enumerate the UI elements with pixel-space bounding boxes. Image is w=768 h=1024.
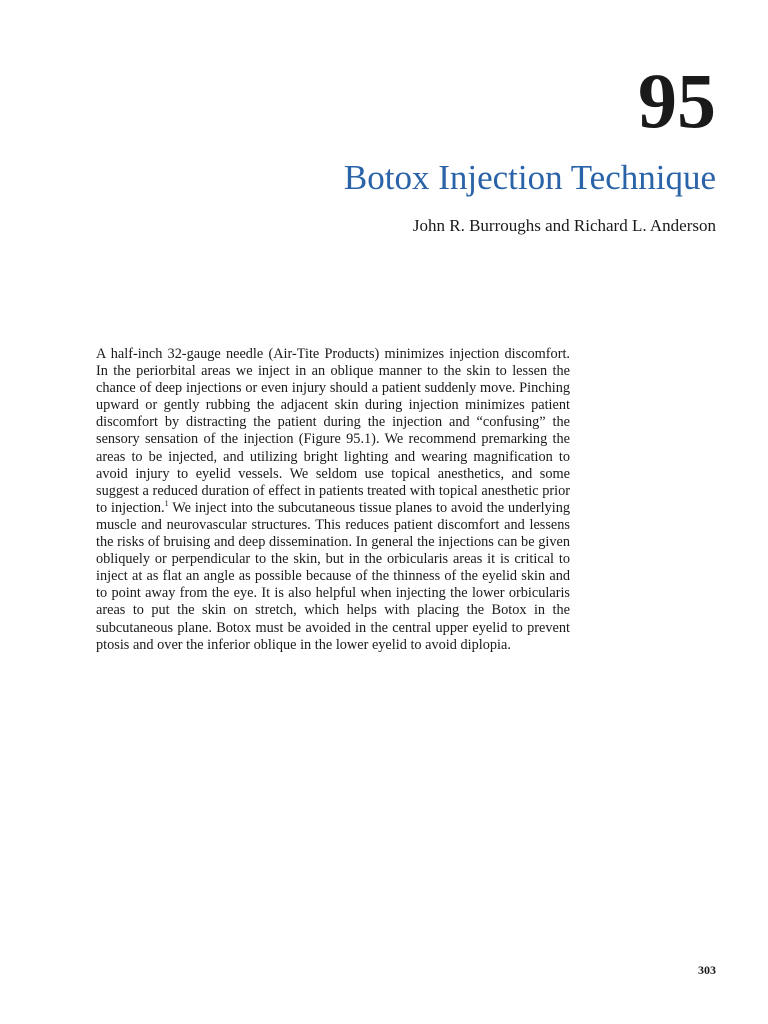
body-text-part-2: We inject into the subcutaneous tissue planes to avoid the underlying muscle and neurovascular structures. This reduces patient discomfort and lessens the risks of bruising and deep dissemination. In general the injections can be given obliquely or perpendicular to the skin, but in the orbicularis areas it is critical to inject at as flat an angle as possible because of the thinness of the eyelid skin and to point away from the eye. It is also helpful when injecting the lower orbicularis areas to put the skin on stretch, which helps with placing the Botox in the subcutaneous plane. Botox must be avoided in the central upper eyelid to prevent ptosis and over the inferior oblique in the lower eyelid to avoid diplopia. [96, 499, 571, 653]
body-text-part-1: A half-inch 32-gauge needle (Air-Tite Products) minimizes injection discomfort. In the periorbital areas we inject in an oblique manner to the skin to lessen the chance of deep injections or even injury should a patient suddenly move. Pinching upward or gently rubbing the adjacent skin during injection minimizes patient discomfort by distracting the patient during the injection and “confusing” the sensory sensation of the injection (Figure 95.1). We recommend premarking the areas to be injected, and utilizing bright lighting and wearing magnification to avoid injury to eyelid vessels. We seldom use topical anesthetics, and some suggest a reduced duration of effect in patients treated with topical anesthetic prior to injection. [96, 346, 570, 516]
chapter-number: 95 [638, 57, 716, 144]
reference-superscript: 1 [164, 499, 169, 509]
body-paragraph [96, 346, 570, 654]
chapter-authors: John R. Burroughs and Richard L. Anderson [412, 216, 716, 235]
chapter-title: Botox Injection Technique [343, 158, 716, 197]
page-number: 303 [698, 963, 716, 977]
